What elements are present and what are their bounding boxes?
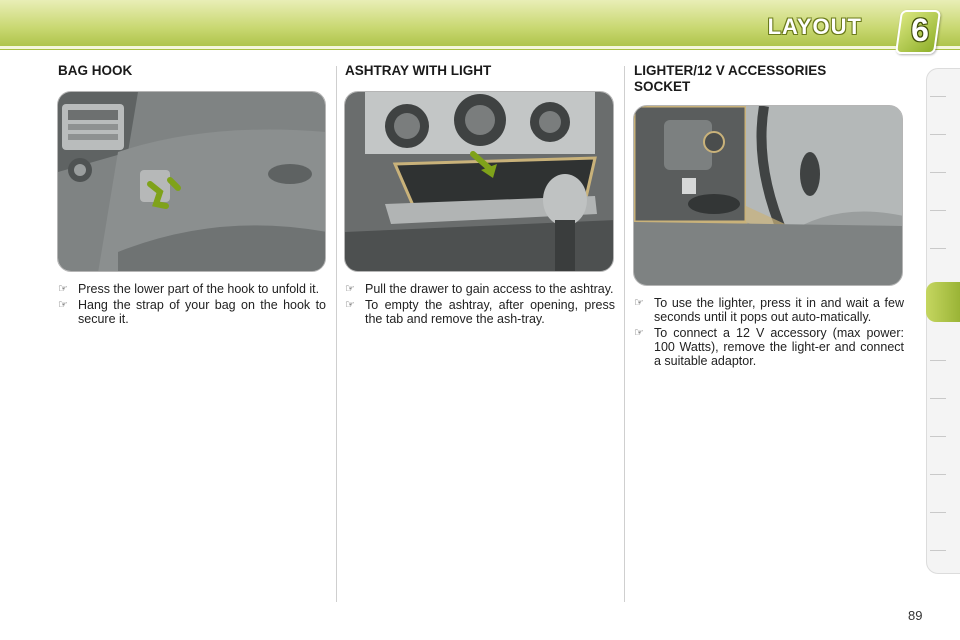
header-rule	[0, 46, 960, 49]
list-item: ☞ To connect a 12 V accessory (max power: 100 Watts), remove the light-er and connect a suitable adaptor.	[634, 326, 904, 368]
list-item: ☞ To empty the ashtray, after opening, press the tab and remove the ash-tray.	[345, 298, 615, 326]
lighter-socket-illustration	[634, 106, 903, 286]
tab-divider	[930, 474, 946, 475]
pointing-hand-icon: ☞	[634, 297, 644, 309]
bag-hook-illustration	[58, 92, 326, 272]
tab-divider	[930, 210, 946, 211]
section-title-bag-hook: BAG HOOK	[58, 63, 133, 78]
column-divider	[336, 66, 337, 602]
pointing-hand-icon: ☞	[58, 283, 68, 295]
tab-divider	[930, 436, 946, 437]
ashtray-instructions	[345, 282, 615, 328]
pointing-hand-icon: ☞	[345, 283, 355, 295]
list-item: ☞ Press the lower part of the hook to unfold it.	[58, 282, 320, 296]
ashtray-illustration	[345, 92, 614, 272]
chapter-tab-active[interactable]	[926, 282, 960, 322]
section-title-lighter-socket	[634, 63, 826, 95]
section-title-ashtray: ASHTRAY WITH LIGHT	[345, 63, 492, 78]
section-title-line: LIGHTER/12 V ACCESSORIES	[634, 63, 827, 78]
tab-divider	[930, 172, 946, 173]
ashtray-photo	[344, 91, 614, 272]
page-number: 89	[908, 608, 923, 623]
tab-divider	[930, 512, 946, 513]
chapter-title: LAYOUT	[767, 14, 862, 39]
pointing-hand-icon: ☞	[634, 327, 644, 339]
tab-divider	[930, 398, 946, 399]
tab-divider	[930, 360, 946, 361]
bag-hook-instructions	[58, 282, 326, 328]
column-divider	[624, 66, 625, 602]
tab-divider	[930, 248, 946, 249]
list-item: ☞ Pull the drawer to gain access to the ashtray.	[345, 282, 614, 296]
pointing-hand-icon: ☞	[58, 299, 68, 311]
lighter-socket-instructions	[634, 296, 904, 370]
chapter-number: 6	[911, 12, 929, 48]
section-title-line: SOCKET	[634, 79, 691, 94]
lighter-socket-photo	[633, 105, 903, 286]
bag-hook-photo	[57, 91, 326, 272]
list-item: ☞ To use the lighter, press it in and wait a few seconds until it pops out auto-matically.	[634, 296, 904, 324]
pointing-hand-icon: ☞	[345, 299, 355, 311]
tab-divider	[930, 134, 946, 135]
tab-divider	[930, 550, 946, 551]
list-item: ☞ Hang the strap of your bag on the hook to secure it.	[58, 298, 326, 326]
tab-divider	[930, 96, 946, 97]
